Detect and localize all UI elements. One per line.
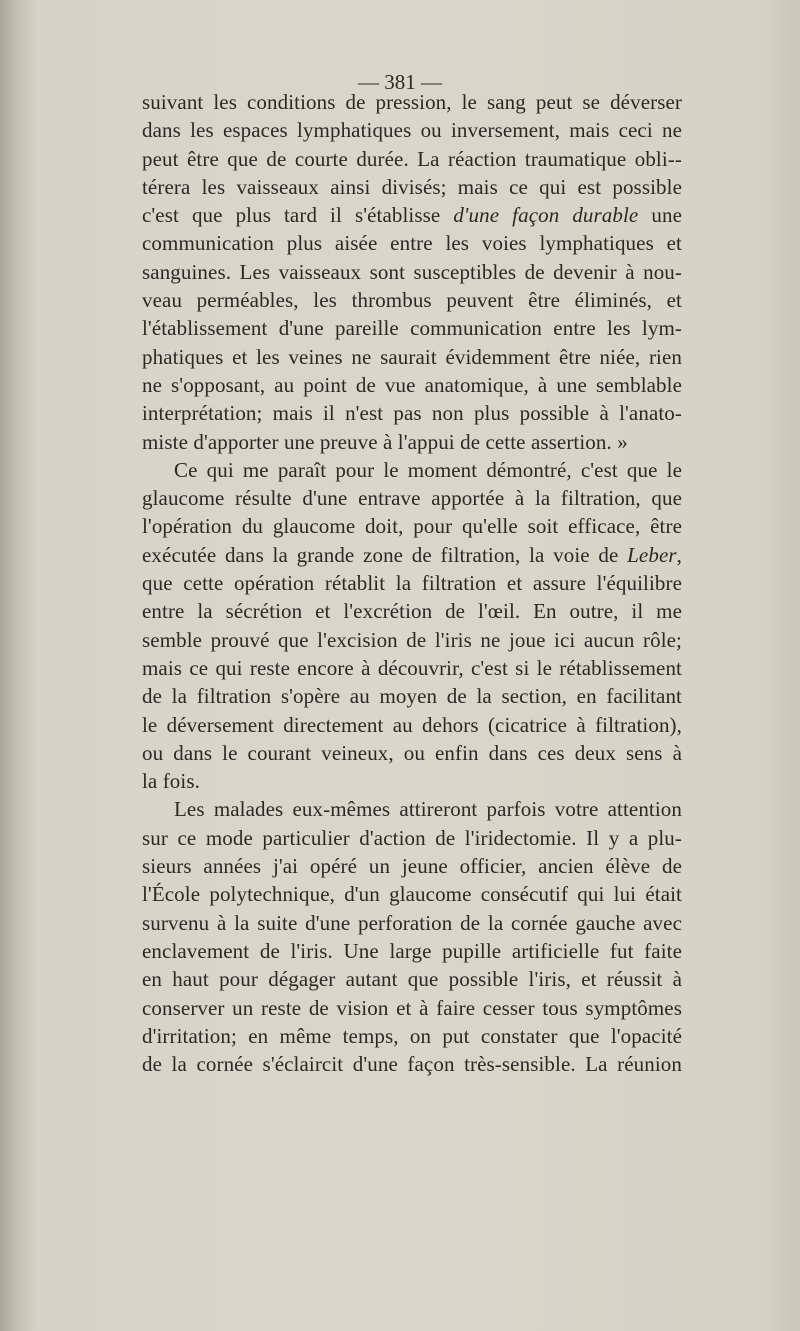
text-line: de la filtration s'opère au moyen de la section, en facilitant — [142, 684, 682, 709]
text-line: sanguines. Les vaisseaux sont susceptibles de devenir à nou- — [142, 259, 682, 284]
text-line: conserver un reste de vision et à faire cesser tous symptômes — [142, 995, 682, 1020]
text-line: Ce qui me paraît pour le moment démontré, c'est que le — [174, 457, 682, 482]
text-line: interprétation; mais il n'est pas non plus possible à l'anato- — [142, 401, 682, 426]
text-line: que cette opération rétablit la filtration et assure l'équilibre — [142, 571, 682, 596]
text-line — [142, 541, 682, 569]
text-line: entre la sécrétion et l'excrétion de l'œil. En outre, il me — [142, 599, 682, 624]
text-line: en haut pour dégager autant que possible l'iris, et réussit à — [142, 967, 682, 992]
text-line: ne s'opposant, au point de vue anatomique, à une semblable — [142, 372, 682, 397]
text-line: sur ce mode particulier d'action de l'iridectomie. Il y a plu- — [142, 825, 682, 850]
text-line: térera les vaisseaux ainsi divisés; mais ce qui est possible — [142, 174, 682, 199]
text-segment: une — [638, 203, 682, 228]
text-line: d'irritation; en même temps, on put constater que l'opacité — [142, 1023, 682, 1048]
italic-segment: d'une façon durable — [453, 203, 639, 228]
text-line: ou dans le courant veineux, ou enfin dans ces deux sens à — [142, 740, 682, 765]
text-line: l'opération du glaucome doit, pour qu'elle soit efficace, être — [142, 514, 682, 539]
page-number: — 381 — — [358, 70, 442, 94]
body-text — [142, 88, 682, 1078]
text-line: l'École polytechnique, d'un glaucome consécutif qui lui était — [142, 882, 682, 907]
text-line: enclavement de l'iris. Une large pupille artificielle fut faite — [142, 938, 682, 963]
text-line: suivant les conditions de pression, le sang peut se déverser — [142, 90, 682, 114]
text-line: miste d'apporter une preuve à l'appui de cette assertion. » — [142, 429, 628, 454]
text-line: phatiques et les veines ne saurait évidemment être niée, rien — [142, 344, 682, 369]
text-segment: c'est que plus tard il s'établisse — [142, 203, 454, 228]
text-line: le déversement directement au dehors (cicatrice à filtration), — [142, 712, 682, 737]
text-line: sieurs années j'ai opéré un jeune officier, ancien élève de — [142, 854, 682, 879]
text-line: Les malades eux-mêmes attireront parfois votre attention — [174, 797, 682, 822]
text-line: veau perméables, les thrombus peuvent être éliminés, et — [142, 288, 682, 313]
text-line: l'établissement d'une pareille communication entre les lym- — [142, 316, 682, 341]
italic-segment: Leber — [627, 542, 677, 567]
text-segment: , — [676, 542, 682, 567]
text-line: mais ce qui reste encore à découvrir, c'est si le rétablissement — [142, 655, 682, 680]
text-line: peut être que de courte durée. La réaction traumatique obli-- — [142, 146, 682, 171]
text-line: survenu à la suite d'une perforation de la cornée gauche avec — [142, 910, 682, 935]
text-segment: exécutée dans la grande zone de filtration, la voie de — [142, 542, 628, 567]
text-line — [142, 201, 682, 229]
text-line: semble prouvé que l'excision de l'iris ne joue ici aucun rôle; — [142, 627, 682, 652]
text-line: la fois. — [142, 769, 200, 794]
text-line: dans les espaces lymphatiques ou inversement, mais ceci ne — [142, 118, 682, 143]
text-line: de la cornée s'éclaircit d'une façon très-sensible. La réunion — [142, 1052, 682, 1077]
text-line: communication plus aisée entre les voies lymphatiques et — [142, 231, 682, 256]
text-line: glaucome résulte d'une entrave apportée à la filtration, que — [142, 486, 682, 511]
